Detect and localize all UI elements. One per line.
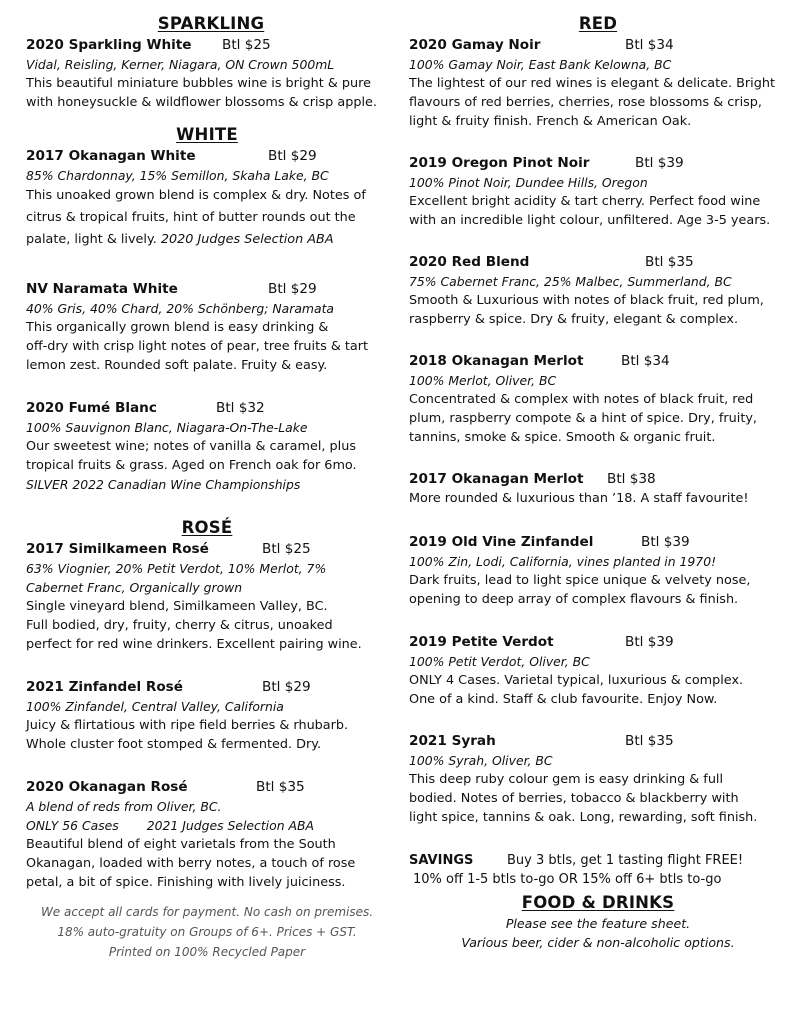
wine-description-line: flavours of red berries, cherries, rose blossoms & crisp, [409, 95, 762, 110]
wine-description-line: lemon zest. Rounded soft palate. Fruity & easy. [26, 358, 328, 373]
wine-item-2020-fume-blanc [26, 398, 388, 494]
wine-item-2019-old-vine-zinfandel [409, 532, 787, 609]
wine-varietals: A blend of reds from Oliver, BC. [26, 799, 222, 814]
wine-description-line: Juicy & flirtatious with ripe field berries & rhubarb. [26, 718, 349, 733]
food-note-line: Various beer, cider & non-alcoholic options. [461, 935, 735, 950]
wine-item-2021-zinfandel-rose [26, 677, 388, 754]
wine-name: 2020 Sparkling White [26, 37, 192, 53]
wine-varietals: 100% Petit Verdot, Oliver, BC [409, 654, 590, 669]
wine-price: Btl $29 [268, 281, 317, 297]
wine-price: Btl $39 [641, 534, 690, 550]
wine-case-count: ONLY 56 Cases [26, 818, 119, 833]
section-heading-white: WHITE [176, 125, 238, 144]
wine-description-line: Excellent bright acidity & tart cherry. Perfect food wine [409, 194, 761, 209]
wine-description-line: bodied. Notes of berries, tobacco & blackberry with [409, 791, 739, 806]
wine-name: 2021 Zinfandel Rosé [26, 679, 183, 695]
wine-name: 2021 Syrah [409, 733, 496, 749]
paper-note: Printed on 100% Recycled Paper [108, 945, 306, 959]
wine-price: Btl $35 [256, 779, 305, 795]
wine-varietals: 100% Pinot Noir, Dundee Hills, Oregon [409, 175, 648, 190]
wine-award: SILVER 2022 Canadian Wine Championships [26, 477, 301, 492]
wine-varietals: 100% Zin, Lodi, California, vines planted in 1970! [409, 554, 717, 569]
wine-description-line: Smooth & Luxurious with notes of black fruit, red plum, [409, 293, 764, 308]
wine-description-line: light spice, tannins & oak. Long, rewarding, soft finish. [409, 810, 758, 825]
wine-description-line: off-dry with crisp light notes of pear, tree fruits & tart [26, 339, 369, 354]
wine-item-2019-petite-verdot [409, 632, 787, 709]
wine-varietals: 100% Sauvignon Blanc, Niagara-On-The-Lake [26, 420, 308, 435]
wine-description-line: petal, a bit of spice. Finishing with lively juiciness. [26, 875, 346, 890]
wine-varietals: Vidal, Reisling, Kerner, Niagara, ON Crown 500mL [26, 57, 335, 72]
wine-name: 2017 Okanagan White [26, 148, 196, 164]
wine-description-line: perfect for red wine drinkers. Excellent pairing wine. [26, 637, 362, 652]
wine-varietals: 100% Syrah, Oliver, BC [409, 753, 553, 768]
wine-varietals: 85% Chardonnay, 15% Semillon, Skaha Lake, BC [26, 168, 329, 183]
wine-description-line: This beautiful miniature bubbles wine is bright & pure [26, 76, 371, 91]
wine-description-line: More rounded & luxurious than ’18. A staff favourite! [409, 491, 749, 506]
wine-price: Btl $39 [625, 634, 674, 650]
wine-name: 2020 Fumé Blanc [26, 400, 157, 416]
wine-award: 2020 Judges Selection ABA [160, 232, 334, 247]
wine-description-line: This deep ruby colour gem is easy drinking & full [409, 772, 724, 787]
wine-description-line: Full bodied, dry, fruity, cherry & citrus, unoaked [26, 618, 333, 633]
savings-offer: Buy 3 btls, get 1 tasting flight FREE! [507, 853, 744, 868]
wine-price: Btl $39 [635, 155, 684, 171]
wine-varietals: 100% Gamay Noir, East Bank Kelowna, BC [409, 57, 672, 72]
wine-price: Btl $35 [625, 733, 674, 749]
wine-name: 2017 Okanagan Merlot [409, 471, 584, 487]
wine-name: 2020 Okanagan Rosé [26, 779, 188, 795]
section-heading-food-drinks: FOOD & DRINKS [521, 893, 675, 912]
wine-price: Btl $29 [268, 148, 317, 164]
right-column [409, 14, 787, 952]
wine-description-line: The lightest of our red wines is elegant & delicate. Bright [409, 76, 775, 91]
wine-description-line: tropical fruits & grass. Aged on French oak for 6mo. [26, 458, 357, 473]
savings-block [409, 851, 787, 889]
wine-price: Btl $29 [262, 679, 311, 695]
footer-notes [26, 902, 388, 962]
wine-description-line: One of a kind. Staff & club favourite. Enjoy Now. [409, 692, 718, 707]
savings-label: SAVINGS [409, 853, 474, 868]
wine-varietals-line: 63% Viognier, 20% Petit Verdot, 10% Merlot, 7% [26, 561, 327, 576]
wine-description-line: Concentrated & complex with notes of black fruit, red [409, 392, 754, 407]
wine-description-line: plum, raspberry compote & a hint of spice. Dry, fruity, [409, 411, 757, 426]
wine-price: Btl $32 [216, 400, 265, 416]
wine-name: 2019 Oregon Pinot Noir [409, 155, 590, 171]
wine-description-line: Our sweetest wine; notes of vanilla & caramel, plus [26, 439, 357, 454]
wine-description-line: raspberry & spice. Dry & fruity, elegant & complex. [409, 312, 739, 327]
wine-name: 2018 Okanagan Merlot [409, 353, 584, 369]
savings-line [409, 851, 787, 870]
wine-item-2021-syrah [409, 731, 787, 827]
wine-name: NV Naramata White [26, 281, 178, 297]
wine-description-line: opening to deep array of complex flavours & finish. [409, 592, 739, 607]
wine-description-line: citrus & tropical fruits, hint of butter rounds out the [26, 210, 356, 225]
wine-name: 2019 Old Vine Zinfandel [409, 534, 594, 550]
wine-item-2020-red-blend [409, 252, 787, 329]
gratuity-note: 18% auto-gratuity on Groups of 6+. Prices + GST. [57, 925, 357, 939]
wine-varietals-line [26, 816, 388, 835]
wine-price: Btl $38 [607, 471, 656, 487]
wine-name: 2017 Similkameen Rosé [26, 541, 209, 557]
wine-item-2017-similkameen-rose [26, 539, 388, 654]
wine-description-line: ONLY 4 Cases. Varietal typical, luxurious & complex. [409, 673, 744, 688]
wine-description-line: Okanagan, loaded with berry notes, a touch of rose [26, 856, 356, 871]
wine-description-line: This organically grown blend is easy drinking & [26, 320, 329, 335]
wine-award: 2021 Judges Selection ABA [146, 818, 314, 833]
wine-item-2020-sparkling-white [26, 35, 388, 112]
wine-description-line: light & fruity finish. French & American Oak. [409, 114, 692, 129]
wine-description-line: This unoaked grown blend is complex & dry. Notes of [26, 188, 366, 203]
wine-item-2019-oregon-pinot-noir [409, 153, 787, 230]
left-column [26, 14, 388, 962]
wine-item-2020-okanagan-rose [26, 777, 388, 892]
wine-description-text: palate, light & lively. [26, 232, 157, 247]
savings-to-go-offer: 10% off 1-5 btls to-go OR 15% off 6+ btls to-go [413, 872, 722, 887]
section-heading-sparkling: SPARKLING [157, 14, 265, 33]
wine-varietals: 40% Gris, 40% Chard, 20% Schönberg; Naramata [26, 301, 335, 316]
wine-item-nv-naramata-white [26, 279, 388, 375]
section-heading-red: RED [578, 14, 618, 33]
wine-name: 2019 Petite Verdot [409, 634, 554, 650]
wine-description-line: tannins, smoke & spice. Smooth & organic fruit. [409, 430, 716, 445]
wine-item-2017-okanagan-merlot [409, 469, 787, 508]
food-note-line: Please see the feature sheet. [505, 916, 691, 931]
wine-description-line [26, 229, 388, 251]
wine-varietals-line: Cabernet Franc, Organically grown [26, 580, 243, 595]
wine-description-line: with honeysuckle & wildflower blossoms & crisp apple. [26, 95, 377, 110]
wine-description-line: Single vineyard blend, Similkameen Valley, BC. [26, 599, 328, 614]
wine-price: Btl $35 [645, 254, 694, 270]
wine-description-line: Whole cluster foot stomped & fermented. Dry. [26, 737, 322, 752]
payment-note: We accept all cards for payment. No cash on premises. [40, 905, 374, 919]
wine-description-line: with an incredible light colour, unfiltered. Age 3-5 years. [409, 213, 771, 228]
wine-description-line: Dark fruits, lead to light spice unique & velvety nose, [409, 573, 751, 588]
wine-varietals: 75% Cabernet Franc, 25% Malbec, Summerland, BC [409, 274, 732, 289]
wine-varietals: 100% Merlot, Oliver, BC [409, 373, 557, 388]
wine-name: 2020 Red Blend [409, 254, 530, 270]
wine-item-2018-okanagan-merlot [409, 351, 787, 447]
wine-price: Btl $25 [262, 541, 311, 557]
section-heading-rose: ROSÉ [181, 518, 233, 537]
wine-price: Btl $34 [621, 353, 670, 369]
wine-price: Btl $25 [222, 37, 271, 53]
wine-price: Btl $34 [625, 37, 674, 53]
wine-varietals: 100% Zinfandel, Central Valley, California [26, 699, 284, 714]
wine-description-line: Beautiful blend of eight varietals from the South [26, 837, 336, 852]
wine-item-2020-gamay-noir [409, 35, 787, 131]
wine-item-2017-okanagan-white [26, 146, 388, 251]
wine-name: 2020 Gamay Noir [409, 37, 541, 53]
